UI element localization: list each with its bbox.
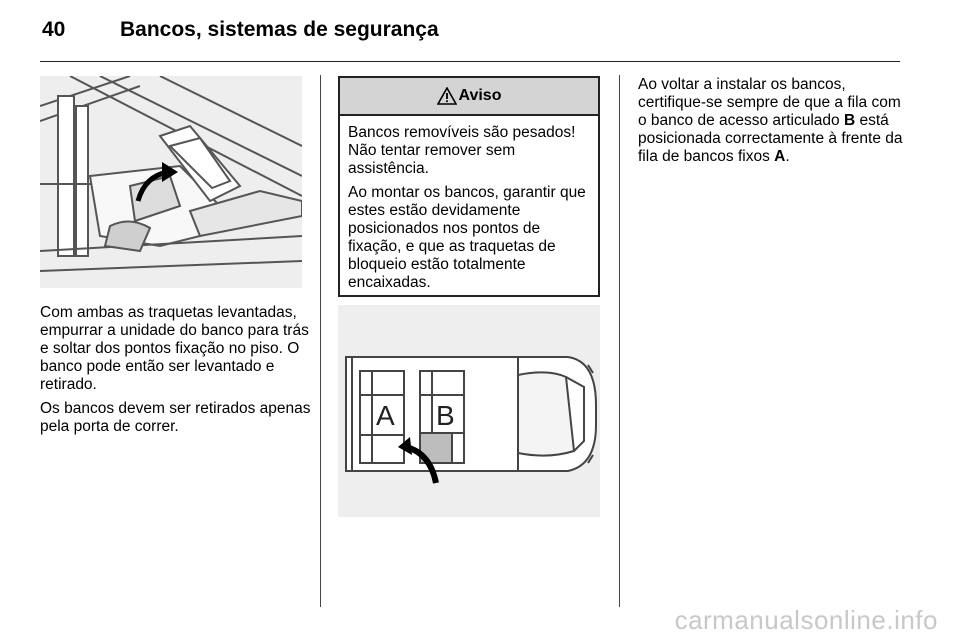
warning-paragraph-2: Ao montar os bancos, garantir que estes estão devidamente posicionados nos pontos de fixação, e que as traquetas de bloqueio estão totalmente encaixadas. bbox=[348, 184, 586, 291]
page-title: Bancos, sistemas de segurança bbox=[120, 18, 439, 41]
right-bold-a: A bbox=[774, 148, 786, 165]
column-divider-left bbox=[320, 75, 321, 607]
watermark: carmanualsonline.info bbox=[674, 605, 938, 635]
right-bold-b: B bbox=[843, 112, 856, 129]
left-paragraph-2: Os bancos devem ser retirados apenas pela porta de correr. bbox=[40, 400, 311, 435]
right-text-part-2: está posicionada correctamente à frente da fila de bancos fixos bbox=[638, 112, 903, 165]
right-text-part-1: Ao voltar a instalar os bancos, certifique-se sempre de que a fila com o banco de acesso articulado bbox=[638, 76, 901, 129]
warning-triangle-icon bbox=[437, 87, 457, 105]
warning-box bbox=[338, 76, 600, 297]
page-number: 40 bbox=[42, 18, 66, 41]
left-text bbox=[40, 304, 312, 442]
right-text-part-3: . bbox=[785, 148, 790, 165]
warning-body bbox=[340, 116, 598, 292]
seat-layout-diagram bbox=[338, 305, 600, 517]
warning-title: Aviso bbox=[458, 87, 502, 104]
warning-paragraph-1: Bancos removíveis são pesados! Não tentar remover sem assistência. bbox=[348, 124, 576, 177]
header-rule bbox=[40, 61, 900, 62]
seat-b-label: B bbox=[436, 400, 455, 431]
right-paragraph bbox=[638, 76, 908, 166]
right-text bbox=[638, 76, 908, 172]
seat-release-drawing bbox=[40, 76, 302, 288]
left-paragraph-1: Com ambas as traquetas levantadas, empurrar a unidade do banco para trás e soltar dos pontos fixação no piso. O banco pode então ser levantado e retirado. bbox=[40, 304, 309, 393]
column-divider-right bbox=[619, 75, 620, 607]
warning-header bbox=[340, 78, 598, 116]
van-floorplan-drawing bbox=[338, 305, 600, 517]
seat-a-label: A bbox=[376, 400, 395, 431]
seat-release-illustration bbox=[40, 76, 302, 288]
